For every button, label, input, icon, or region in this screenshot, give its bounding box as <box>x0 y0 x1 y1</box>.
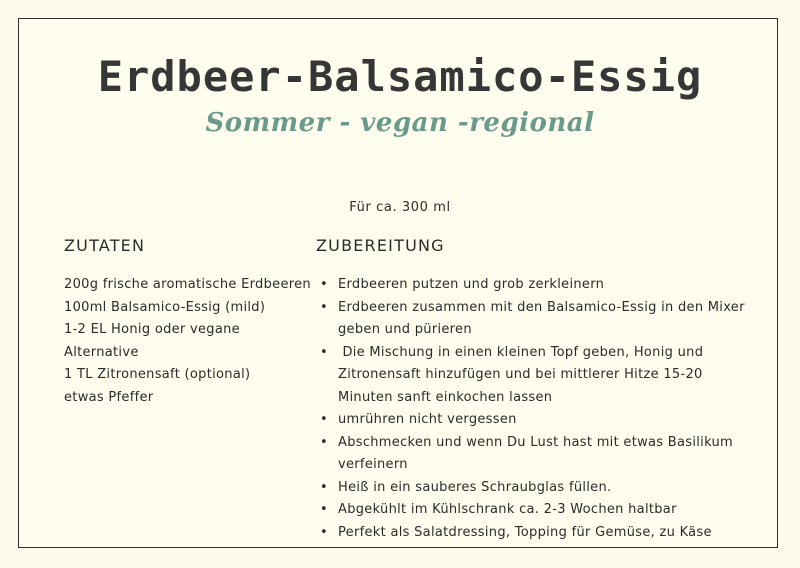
preparation-heading: ZUBEREITUNG <box>316 236 445 255</box>
bullet-icon: • <box>320 299 328 315</box>
step-text: umrühren nicht vergessen <box>338 412 517 427</box>
bullet-icon: • <box>320 412 328 427</box>
step-text: Perfekt als Salatdressing, Topping für Gemüse, zu Käse <box>338 524 712 540</box>
ingredient-item: 1-2 EL Honig oder vegane Alternative <box>64 322 240 360</box>
bullet-icon: • <box>320 344 328 360</box>
step-text: Heiß in ein sauberes Schraubglas füllen. <box>338 479 612 495</box>
step-text: Erdbeeren zusammen mit den Balsamico-Essig in den Mixer geben und pürieren <box>338 299 745 337</box>
preparation-step <box>318 409 748 432</box>
preparation-step <box>318 522 748 545</box>
preparation-steps-list <box>318 274 748 544</box>
ingredients-heading: ZUTATEN <box>64 236 146 255</box>
ingredient-item: etwas Pfeffer <box>64 389 154 405</box>
ingredient-item: 1 TL Zitronensaft (optional) <box>64 367 251 382</box>
preparation-step <box>318 342 748 410</box>
preparation-step <box>318 274 748 297</box>
step-text: Erdbeeren putzen und grob zerkleinern <box>338 277 605 292</box>
preparation-step <box>318 432 748 477</box>
step-text: Die Mischung in einen kleinen Topf geben, Honig und Zitronensaft hinzufügen und bei mittlerer Hitze 15-20 Minuten sanft einkochen lassen <box>338 344 708 405</box>
step-text: Abgekühlt im Kühlschrank ca. 2-3 Wochen haltbar <box>338 502 677 517</box>
preparation-step <box>318 499 748 522</box>
bullet-icon: • <box>320 434 328 450</box>
step-text: Abschmecken und wenn Du Lust hast mit etwas Basilikum verfeinern <box>338 434 734 472</box>
recipe-title: Erdbeer-Balsamico-Essig <box>97 52 703 101</box>
ingredient-item: 200g frische aromatische Erdbeeren <box>64 277 311 292</box>
preparation-step <box>318 477 748 500</box>
bullet-icon: • <box>320 502 328 517</box>
bullet-icon: • <box>320 479 328 495</box>
ingredient-item: 100ml Balsamico-Essig (mild) <box>64 299 266 315</box>
bullet-icon: • <box>320 524 328 540</box>
recipe-subtitle: Sommer - vegan -regional <box>205 108 595 138</box>
recipe-yield: Für ca. 300 ml <box>349 200 451 215</box>
ingredients-list <box>64 274 314 409</box>
preparation-step <box>318 297 748 342</box>
bullet-icon: • <box>320 277 328 292</box>
